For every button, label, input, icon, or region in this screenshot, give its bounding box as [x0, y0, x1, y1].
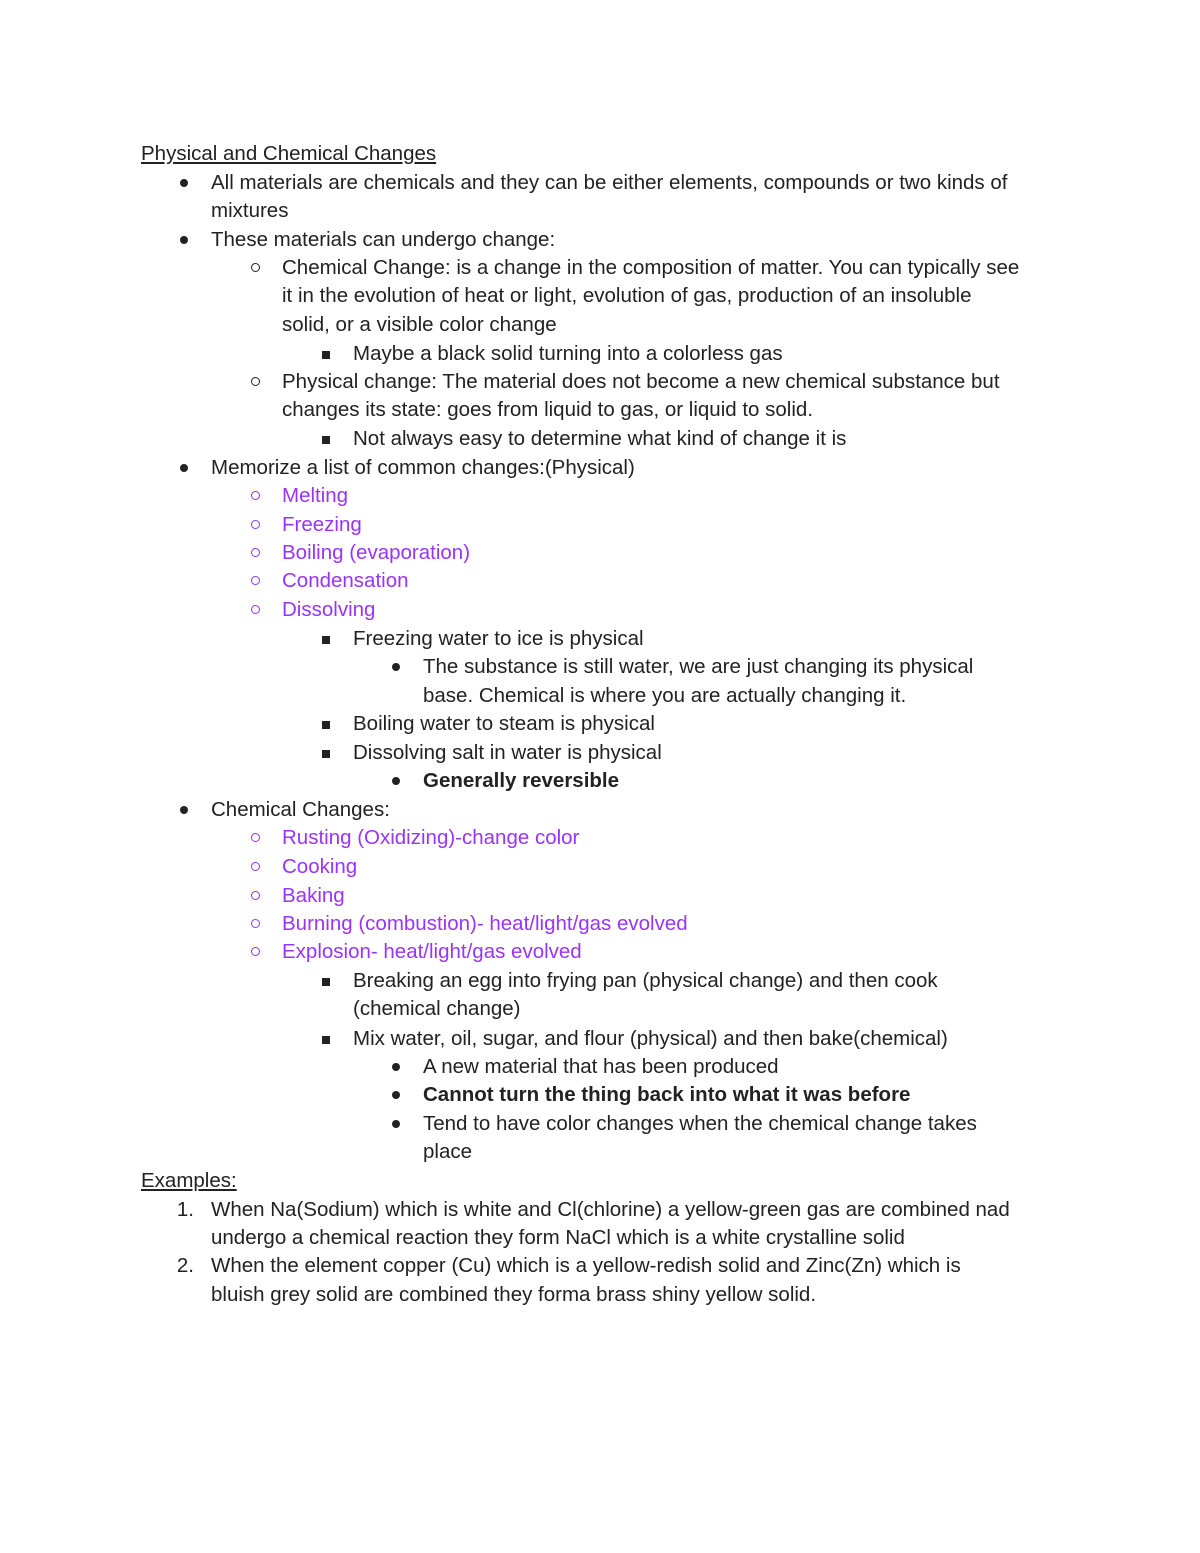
example-item: When Na(Sodium) which is white and Cl(chlorine) a yellow-green gas are combined nad: [211, 1198, 1010, 1221]
bullet-icon: [172, 169, 196, 187]
circle-bullet-icon: [243, 567, 267, 585]
list-item: Tend to have color changes when the chemical change takes: [423, 1112, 977, 1135]
bullet-icon: [384, 1110, 408, 1128]
list-item: Mix water, oil, sugar, and flour (physical) and then bake(chemical): [353, 1027, 948, 1050]
list-item: Baking: [282, 884, 345, 907]
bullet-icon: [172, 454, 196, 472]
list-item: Boiling water to steam is physical: [353, 712, 655, 735]
circle-bullet-icon: [243, 824, 267, 842]
square-bullet-icon: [314, 340, 338, 359]
list-item: Melting: [282, 484, 349, 507]
circle-bullet-icon: [243, 539, 267, 557]
list-item: it in the evolution of heat or light, evolution of gas, production of an insoluble: [282, 284, 972, 307]
list-item: Breaking an egg into frying pan (physical change) and then cook: [353, 969, 938, 992]
list-item: mixtures: [211, 199, 289, 222]
list-item: Dissolving: [282, 598, 376, 621]
list-item: changes its state: goes from liquid to gas, or liquid to solid.: [282, 398, 814, 421]
example-item: undergo a chemical reaction they form NaCl which is a white crystalline solid: [211, 1226, 905, 1249]
list-item: Freezing: [282, 513, 362, 536]
example-item: When the element copper (Cu) which is a yellow-redish solid and Zinc(Zn) which is: [211, 1254, 961, 1277]
bullet-icon: [172, 226, 196, 244]
circle-bullet-icon: [243, 853, 267, 871]
circle-bullet-icon: [243, 368, 267, 386]
document-title: Physical and Chemical Changes: [141, 142, 437, 165]
list-item: Freezing water to ice is physical: [353, 627, 644, 650]
list-item: Rusting (Oxidizing)-change color: [282, 826, 580, 849]
list-number: 1.: [176, 1198, 194, 1221]
square-bullet-icon: [314, 425, 338, 444]
list-item: These materials can undergo change:: [211, 228, 556, 251]
examples-heading: Examples:: [141, 1169, 237, 1192]
square-bullet-icon: [314, 710, 338, 729]
list-item: Memorize a list of common changes:(Physical): [211, 456, 635, 479]
list-item: Physical change: The material does not become a new chemical substance but: [282, 370, 1000, 393]
list-item: place: [423, 1140, 473, 1163]
list-item: Chemical Change: is a change in the composition of matter. You can typically see: [282, 256, 1020, 279]
list-item: The substance is still water, we are just changing its physical: [423, 655, 974, 678]
bullet-icon: [172, 796, 196, 814]
list-number: 2.: [176, 1254, 194, 1277]
bullet-icon: [384, 1081, 408, 1099]
list-item: All materials are chemicals and they can be either elements, compounds or two kinds of: [211, 171, 1008, 194]
square-bullet-icon: [314, 967, 338, 986]
bullet-icon: [384, 653, 408, 671]
list-item: Maybe a black solid turning into a colorless gas: [353, 342, 783, 365]
list-item: Generally reversible: [423, 769, 620, 792]
example-item: bluish grey solid are combined they forma brass shiny yellow solid.: [211, 1283, 817, 1306]
circle-bullet-icon: [243, 482, 267, 500]
list-item: Burning (combustion)- heat/light/gas evolved: [282, 912, 688, 935]
circle-bullet-icon: [243, 254, 267, 272]
list-item: Not always easy to determine what kind of change it is: [353, 427, 847, 450]
list-item: solid, or a visible color change: [282, 313, 557, 336]
list-item: Dissolving salt in water is physical: [353, 741, 662, 764]
circle-bullet-icon: [243, 938, 267, 956]
circle-bullet-icon: [243, 596, 267, 614]
list-item: A new material that has been produced: [423, 1055, 779, 1078]
square-bullet-icon: [314, 625, 338, 644]
list-item: Explosion- heat/light/gas evolved: [282, 940, 582, 963]
circle-bullet-icon: [243, 910, 267, 928]
list-item: (chemical change): [353, 997, 521, 1020]
list-item: Boiling (evaporation): [282, 541, 471, 564]
circle-bullet-icon: [243, 511, 267, 529]
list-item: Chemical Changes:: [211, 798, 390, 821]
circle-bullet-icon: [243, 882, 267, 900]
list-item: base. Chemical is where you are actually changing it.: [423, 684, 907, 707]
bullet-icon: [384, 767, 408, 785]
list-item: Cooking: [282, 855, 358, 878]
square-bullet-icon: [314, 1025, 338, 1044]
list-item: Cannot turn the thing back into what it was before: [423, 1083, 911, 1106]
square-bullet-icon: [314, 739, 338, 758]
bullet-icon: [384, 1053, 408, 1071]
list-item: Condensation: [282, 569, 409, 592]
